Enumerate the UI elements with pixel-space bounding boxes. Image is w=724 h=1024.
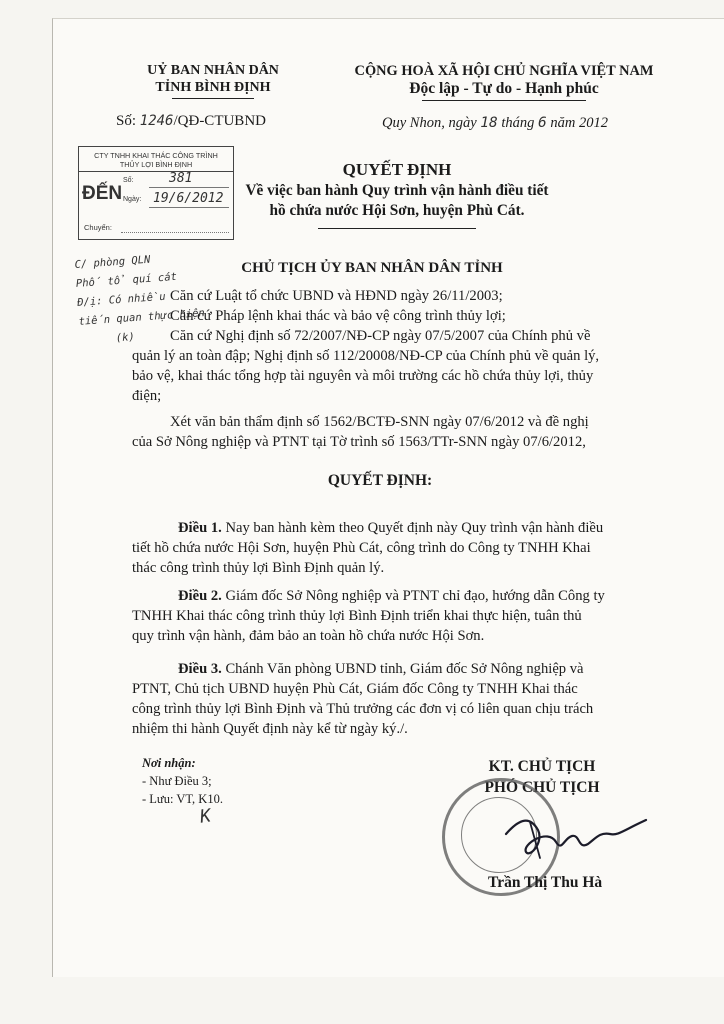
- article-2-continued: TNHH Khai thác công trình thủy lợi Bình Định triển khai thực hiện, tuân thủ quy trình vận hành, đảm bảo an toàn hồ chứa nước Hội Sơn.: [132, 608, 582, 644]
- article-1-label: Điều 1.: [178, 520, 222, 536]
- signatory-role-2: PHÓ CHỦ TỊCH: [484, 779, 600, 796]
- legal-bases: [170, 286, 664, 346]
- handwritten-month: 6: [538, 115, 547, 131]
- signatory-role-1: KT. CHỦ TỊCH: [488, 758, 596, 775]
- place-and-date: Quy Nhon, ngày 18 tháng 6 năm 2012: [382, 115, 608, 131]
- recipients-label: Nơi nhận:: [142, 756, 196, 770]
- signatory-name: Trần Thị Thu Hà: [488, 874, 603, 891]
- article-3-label: Điều 3.: [178, 661, 222, 677]
- national-motto: Độc lập - Tự do - Hạnh phúc: [409, 80, 599, 97]
- basis-4-continued: của Sở Nông nghiệp và PTNT tại Tờ trình số 1563/TTr-SNN ngày 07/6/2012,: [132, 434, 586, 450]
- article-3: Điều 3. Chánh Văn phòng UBND tỉnh, Giám đốc Sở Nông nghiệp và: [178, 661, 584, 677]
- stamp-forward-label: Chuyển:: [84, 223, 112, 232]
- stamp-number: 381: [169, 171, 193, 186]
- handwritten-margin-note: C/ phòng QLN Phố tổ quí cát Đ/ị: Có nhiều tiến quan thực hiện (k): [74, 253, 206, 345]
- issuing-authority: CHỦ TỊCH ỦY BAN NHÂN DÂN TỈNH: [241, 260, 503, 276]
- document-subject: Về việc ban hành Quy trình vận hành điều tiết hồ chứa nước Hội Sơn, huyện Phù Cát.: [245, 182, 549, 219]
- article-2-label: Điều 2.: [178, 588, 222, 604]
- issuing-agency: [108, 62, 318, 96]
- article-1: Điều 1. Nay ban hành kèm theo Quyết định này Quy trình vận hành điều: [178, 520, 604, 536]
- recipient-1: - Như Điều 3;: [142, 774, 212, 788]
- article-3-continued: PTNT, Chủ tịch UBND huyện Phù Cát, Giám đốc Công ty TNHH Khai thác công trình thủy lợi Bình Định và Thủ trưởng các đơn vị có liên quan chịu trách nhiệm thi hành Quyết định này kể từ ngày ký./.: [132, 681, 594, 737]
- recipient-2: - Lưu: VT, K10.: [142, 792, 223, 806]
- document-number: Số: 1246/QĐ-CTUBND: [116, 113, 266, 129]
- motto-underline: [422, 100, 586, 101]
- decision-heading: QUYẾT ĐỊNH:: [327, 472, 433, 489]
- basis-3: Căn cứ Nghị định số 72/2007/NĐ-CP ngày 07/5/2007 của Chính phủ về: [170, 328, 591, 344]
- article-1-continued: tiết hồ chứa nước Hội Sơn, huyện Phù Cát, công trình do Công ty TNHH Khai thác công trình thủy lợi Bình Định quản lý.: [132, 540, 591, 576]
- recipients: [142, 754, 223, 808]
- stamp-den-label: ĐẾN: [82, 183, 123, 204]
- document-title: QUYẾT ĐỊNH: [342, 160, 452, 179]
- handwritten-doc-number: 1246: [139, 113, 174, 129]
- article-2: Điều 2. Giám đốc Sở Nông nghiệp và PTNT chỉ đạo, hướng dẫn Công ty: [178, 588, 605, 604]
- national-title-line-1: CỘNG HOÀ XÃ HỘI CHỦ NGHĨA VIỆT NAM: [354, 63, 654, 79]
- received-stamp: CTY TNHH KHAI THÁC CÔNG TRÌNH THỦY LỢI BÌNH ĐỊNH ĐẾN Số: 381 Ngày: 19/6/2012 Chuyển:: [78, 146, 234, 240]
- basis-2: Căn cứ Pháp lệnh khai thác và bảo vệ công trình thủy lợi;: [170, 308, 506, 324]
- basis-3-continued: quản lý an toàn đập; Nghị định số 112/20008/NĐ-CP của Chính phủ về quản lý, bảo vệ, khai thác tổng hợp tài nguyên và môi trường các hồ chứa thủy lợi, thủy điện;: [132, 348, 600, 404]
- subject-underline: [318, 228, 476, 229]
- national-title: [344, 62, 664, 98]
- agency-line-1: UỶ BAN NHÂN DÂN: [147, 63, 279, 78]
- agency-line-2: TỈNH BÌNH ĐỊNH: [155, 80, 271, 95]
- basis-4: Xét văn bản thẩm định số 1562/BCTĐ-SNN ngày 07/6/2012 và đề nghị: [170, 414, 589, 430]
- basis-1: Căn cứ Luật tổ chức UBND và HĐND ngày 26/11/2003;: [170, 288, 503, 304]
- stamp-date: 19/6/2012: [153, 191, 224, 206]
- handwritten-signature: [500, 808, 650, 868]
- agency-underline: [172, 98, 254, 99]
- handwritten-day: 18: [480, 115, 498, 131]
- handwritten-initial: K: [198, 805, 213, 828]
- stamp-company: CTY TNHH KHAI THÁC CÔNG TRÌNH THỦY LỢI BÌNH ĐỊNH: [94, 151, 218, 169]
